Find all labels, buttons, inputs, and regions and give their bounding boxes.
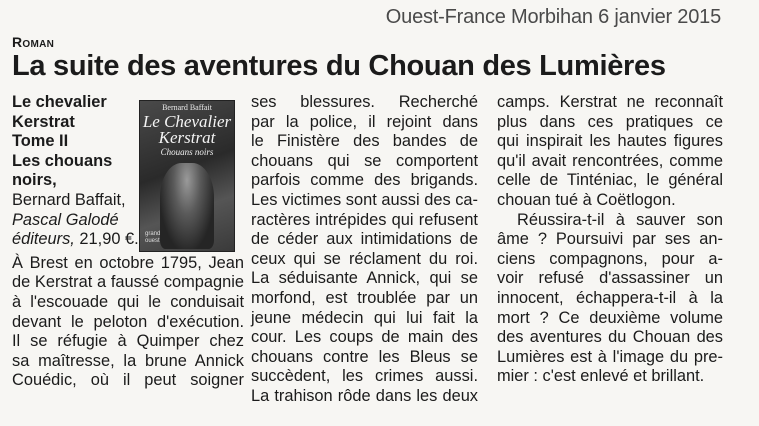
text-line: Les victimes sont aussi des ca-	[251, 190, 478, 209]
text-line: qui inspirait les hautes figures	[497, 132, 723, 151]
text-line: succèdent, les crimes aussi.	[251, 367, 478, 386]
book-info	[12, 93, 139, 250]
text-line: à l'escouade qui le conduisait	[12, 292, 244, 311]
text-line: parfois comme des brigands.	[251, 171, 478, 190]
text-line: celle de Tinténiac, le général	[497, 171, 723, 190]
book-publisher: Pascal Galodé	[12, 210, 119, 229]
text-line: chouans contre les Bleus se	[251, 347, 478, 366]
book-title-line: Kerstrat	[12, 112, 75, 131]
text-line: mort ? Ce deuxième volume	[497, 308, 723, 327]
text-line: chouan tué à Coëtlogon.	[497, 190, 676, 209]
rubric-label: Roman	[12, 34, 55, 50]
book-title-line: noirs,	[12, 171, 57, 190]
book-publisher-suffix: éditeurs,	[12, 230, 75, 249]
cover-author: Bernard Baffait	[162, 103, 212, 112]
text-line: le Finistère des bandes de	[251, 132, 478, 151]
text-line: À Brest en octobre 1795, Jean	[12, 253, 244, 272]
headline: La suite des aventures du Chouan des Lumières	[12, 50, 666, 82]
book-title-line: Le chevalier	[12, 93, 107, 111]
text-line: Couédic, où il peut soigner	[12, 371, 244, 390]
text-line: des aventures du Chouan des	[497, 328, 723, 347]
cover-subtitle: Chouans noirs	[160, 147, 214, 157]
text-line: Lumières est à l'image du pre-	[497, 347, 723, 366]
cover-title: Le Chevalier Kerstrat	[142, 112, 232, 147]
book-title-line: Tome II	[12, 132, 69, 151]
text-line: La trahison rôde dans les deux	[251, 386, 478, 405]
text-line: ciens compagnons, pour a-	[497, 249, 723, 268]
text-line: innocent, échappera-t-il à la	[497, 288, 723, 307]
text-line: plus dans ces pratiques ce	[497, 112, 723, 131]
text-line: Réussira-t-il à sauver son	[517, 210, 723, 229]
book-price-line	[12, 230, 139, 250]
text-line: ceux qui se réclament du roi.	[251, 249, 478, 268]
text-line: voir refusé d'assassiner un	[497, 269, 723, 288]
book-title-line: Les chouans	[12, 151, 113, 170]
column-3	[497, 93, 723, 387]
text-line: qu'il avait rencontrées, comme	[497, 151, 723, 170]
text-line: cour. Les coups de main des	[251, 328, 478, 347]
text-line: de céder aux intimidations de	[251, 230, 478, 249]
text-line: de Kerstrat a faussé compagnie	[12, 273, 244, 292]
cover-publisher: grand ouest	[145, 231, 161, 244]
text-line: camps. Kerstrat ne reconnaît	[497, 93, 723, 111]
text-line: morfond, est troublée par un	[251, 288, 478, 307]
text-line: ractères intrépides qui refusent	[251, 210, 478, 229]
text-line: ses blessures. Recherché	[251, 93, 478, 111]
text-line: chouans qui se comportent	[251, 151, 478, 170]
book-price: 21,90 €.	[74, 230, 139, 249]
text-line: par la police, il rejoint dans	[251, 112, 478, 131]
text-line: Il se réfugie à Quimper chez	[12, 332, 244, 351]
text-line: sa maîtresse, la brune Annick	[12, 351, 244, 370]
text-line: devant le peloton d'exécution.	[12, 312, 244, 331]
text-line: âme ? Poursuivi par ses an-	[497, 230, 723, 249]
cover-figure	[160, 163, 214, 249]
text-line: mier : c'est enlevé et brillant.	[497, 367, 705, 386]
book-author: Bernard Baffait,	[12, 190, 126, 209]
text-line: jeune médecin qui lui fait la	[251, 308, 478, 327]
text-line: La séduisante Annick, qui se	[251, 269, 478, 288]
source-line: Ouest-France Morbihan 6 janvier 2015	[385, 6, 721, 28]
column-2	[251, 93, 478, 407]
book-cover-image	[139, 100, 235, 252]
